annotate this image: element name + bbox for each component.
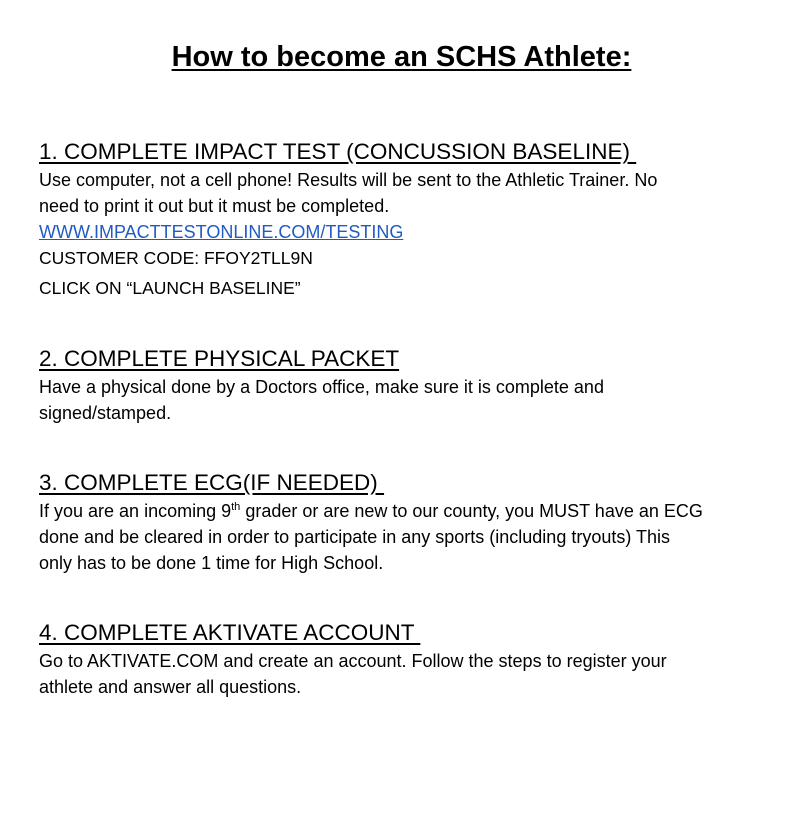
step-heading: 1. COMPLETE IMPACT TEST (CONCUSSION BASELINE) xyxy=(39,139,637,164)
step-heading: 3. COMPLETE ECG(IF NEEDED) xyxy=(39,470,385,495)
step-text-line: athlete and answer all questions. xyxy=(39,677,302,697)
step-text-line: signed/stamped. xyxy=(39,403,172,423)
step-physical-packet xyxy=(39,345,769,426)
step-text-line xyxy=(39,498,769,524)
step-heading: 4. COMPLETE AKTIVATE ACCOUNT xyxy=(39,620,421,645)
step-aktivate-account xyxy=(39,619,769,700)
step-text-line: Use computer, not a cell phone! Results will be sent to the Athletic Trainer. No xyxy=(39,170,658,190)
customer-code: CUSTOMER CODE: FFOY2TLL9N xyxy=(39,248,313,268)
step-ecg xyxy=(39,469,769,576)
step-text-line: done and be cleared in order to participate in any sports (including tryouts) This xyxy=(39,527,671,547)
impact-test-link[interactable]: WWW.IMPACTTESTONLINE.COM/TESTING xyxy=(39,222,404,242)
step-text-line: need to print it out but it must be completed. xyxy=(39,196,390,216)
launch-instruction: CLICK ON “LAUNCH BASELINE” xyxy=(39,278,301,298)
step-impact-test xyxy=(39,138,769,301)
step-heading: 2. COMPLETE PHYSICAL PACKET xyxy=(39,346,400,371)
page-title: How to become an SCHS Athlete: xyxy=(171,41,632,73)
step-text-fragment: If you are an incoming 9 xyxy=(39,501,232,521)
ordinal-suffix: th xyxy=(231,501,241,513)
step-text-fragment: grader or are new to our county, you MUST have an ECG xyxy=(240,501,703,521)
step-text-line: only has to be done 1 time for High School. xyxy=(39,553,384,573)
step-text-line: Have a physical done by a Doctors office, make sure it is complete and xyxy=(39,377,604,397)
step-text-line: Go to AKTIVATE.COM and create an account. Follow the steps to register your xyxy=(39,651,667,671)
